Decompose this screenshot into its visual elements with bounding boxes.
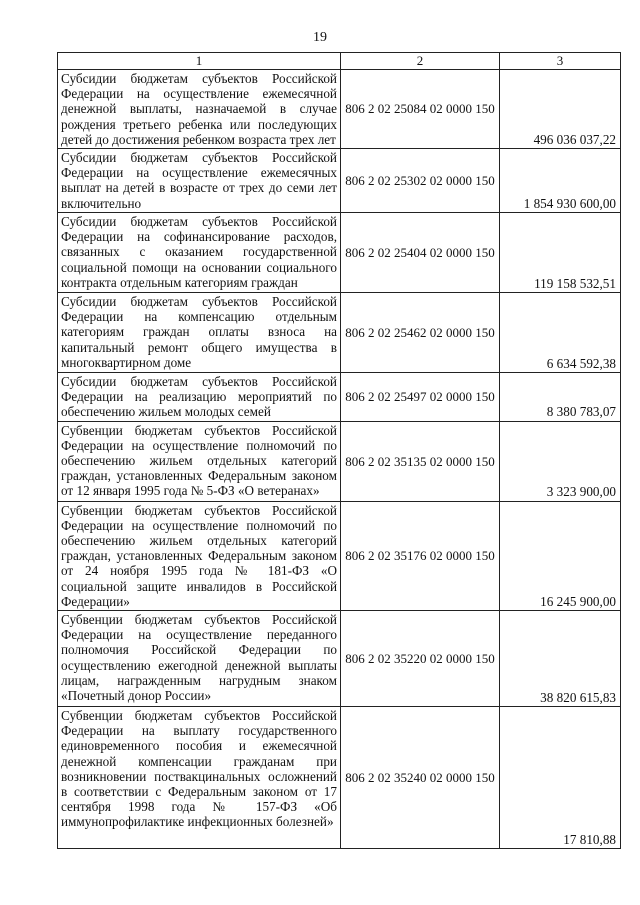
table-row: [58, 70, 621, 149]
row-budget-code: 806 2 02 25462 02 0000 150: [341, 293, 500, 373]
row-description: Субвенции бюджетам субъектов Российской Федерации на осуществление переданного полномочия Российской Федерации по осуществлению ежегодной денежной выплаты лицам, награжденным нагрудным знаком «Почетный донор России»: [58, 611, 341, 707]
table-row: [58, 501, 621, 610]
column-header-2: 2: [341, 53, 500, 70]
row-amount: 119 158 532,51: [500, 213, 621, 293]
row-amount: 496 036 037,22: [500, 70, 621, 149]
row-budget-code: 806 2 02 35240 02 0000 150: [341, 707, 500, 849]
row-amount: 16 245 900,00: [500, 501, 621, 610]
page-number: 19: [313, 30, 327, 45]
row-amount: 38 820 615,83: [500, 611, 621, 707]
row-amount: 1 854 930 600,00: [500, 149, 621, 213]
column-header-1: 1: [58, 53, 341, 70]
row-description: Субсидии бюджетам субъектов Российской Федерации на компенсацию отдельным категориям граждан оплаты взноса на капитальный ремонт общего имущества в многоквартирном доме: [58, 293, 341, 373]
row-description: Субсидии бюджетам субъектов Российской Федерации на осуществление ежемесячных выплат на детей в возрасте от трех до семи лет включительно: [58, 149, 341, 213]
column-header-3: 3: [500, 53, 621, 70]
row-budget-code: 806 2 02 35220 02 0000 150: [341, 611, 500, 707]
table-row: [58, 149, 621, 213]
row-budget-code: 806 2 02 25497 02 0000 150: [341, 373, 500, 422]
table-row: [58, 373, 621, 422]
row-budget-code: 806 2 02 35176 02 0000 150: [341, 501, 500, 610]
budget-revenue-table: [57, 52, 621, 849]
row-description: Субвенции бюджетам субъектов Российской Федерации на выплату государственного единовременного пособия и ежемесячной денежной компенсации гражданам при возникновении поствакцинальных осложнений в соответствии с Федеральным законом от 17 сентября 1998 года № 157-ФЗ «Об иммунопрофилактике инфекционных болезней»: [58, 707, 341, 849]
table-row: [58, 213, 621, 293]
row-description: Субвенции бюджетам субъектов Российской Федерации на осуществление полномочий по обеспечению жильем отдельных категорий граждан, установленных Федеральным законом от 12 января 1995 года № 5-ФЗ «О ветеранах»: [58, 421, 341, 501]
row-amount: 17 810,88: [500, 707, 621, 849]
table-row: [58, 293, 621, 373]
row-budget-code: 806 2 02 25302 02 0000 150: [341, 149, 500, 213]
table-header-row: [58, 53, 621, 70]
row-budget-code: 806 2 02 35135 02 0000 150: [341, 421, 500, 501]
row-description: Субвенции бюджетам субъектов Российской Федерации на осуществление полномочий по обеспечению жильем отдельных категорий граждан, установленных Федеральным законом от 24 ноября 1995 года № 181-ФЗ «О социальной защите инвалидов в Российской Федерации»: [58, 501, 341, 610]
row-budget-code: 806 2 02 25084 02 0000 150: [341, 70, 500, 149]
table-row: [58, 707, 621, 849]
row-amount: 6 634 592,38: [500, 293, 621, 373]
row-description: Субсидии бюджетам субъектов Российской Федерации на осуществление ежемесячной денежной выплаты, назначаемой в случае рождения третьего ребенка или последующих детей до достижения ребенком возраста трех лет: [58, 70, 341, 149]
row-description: Субсидии бюджетам субъектов Российской Федерации на софинансирование расходов, связанных с оказанием государственной социальной помощи на основании социального контракта отдельным категориям граждан: [58, 213, 341, 293]
row-budget-code: 806 2 02 25404 02 0000 150: [341, 213, 500, 293]
row-description: Субсидии бюджетам субъектов Российской Федерации на реализацию мероприятий по обеспечению жильем молодых семей: [58, 373, 341, 422]
table-row: [58, 421, 621, 501]
row-amount: 3 323 900,00: [500, 421, 621, 501]
table-row: [58, 611, 621, 707]
row-amount: 8 380 783,07: [500, 373, 621, 422]
